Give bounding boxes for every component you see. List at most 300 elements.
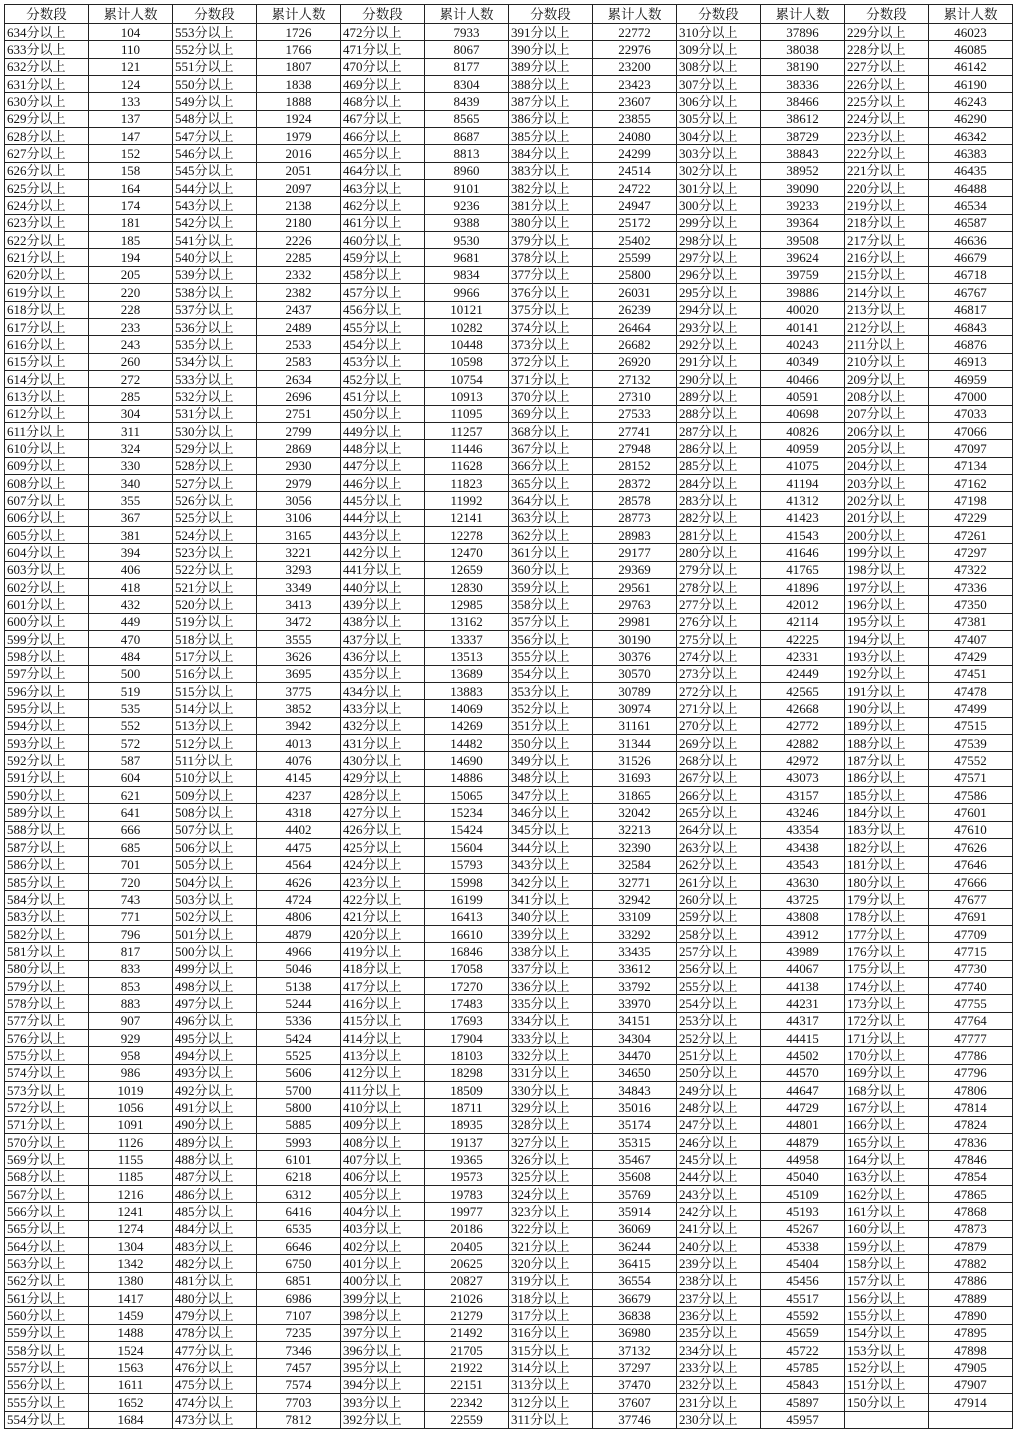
table-row (5, 1307, 1013, 1324)
score-range-cell: 353分以上 (509, 683, 593, 700)
header-cumulative-count: 累计人数 (425, 5, 509, 24)
score-range-cell: 389分以上 (509, 58, 593, 75)
score-range-cell: 574分以上 (5, 1064, 89, 1081)
cumulative-count-cell: 19977 (425, 1203, 509, 1220)
score-range-cell: 514分以上 (173, 700, 257, 717)
score-range-cell: 240分以上 (677, 1238, 761, 1255)
cumulative-count-cell: 34304 (593, 1029, 677, 1046)
score-range-cell: 160分以上 (845, 1220, 929, 1237)
score-range-cell: 338分以上 (509, 943, 593, 960)
score-range-cell: 333分以上 (509, 1029, 593, 1046)
score-range-cell: 162分以上 (845, 1186, 929, 1203)
score-range-cell: 445分以上 (341, 492, 425, 509)
score-range-cell: 466分以上 (341, 128, 425, 145)
table-row (5, 960, 1013, 977)
table-row (5, 336, 1013, 353)
score-range-cell: 388分以上 (509, 76, 593, 93)
score-range-cell: 630分以上 (5, 93, 89, 110)
cumulative-count-cell: 47000 (929, 388, 1013, 405)
score-range-cell: 177分以上 (845, 925, 929, 942)
cumulative-count-cell: 194 (89, 249, 173, 266)
cumulative-count-cell: 4145 (257, 769, 341, 786)
header-cumulative-count: 累计人数 (929, 5, 1013, 24)
table-row (5, 1342, 1013, 1359)
cumulative-count-cell: 38952 (761, 162, 845, 179)
table-row (5, 1203, 1013, 1220)
cumulative-count-cell: 43073 (761, 769, 845, 786)
cumulative-count-cell: 38190 (761, 58, 845, 75)
cumulative-count-cell: 46383 (929, 145, 1013, 162)
score-range-cell: 248分以上 (677, 1099, 761, 1116)
table-row (5, 1255, 1013, 1272)
score-range-cell: 484分以上 (173, 1220, 257, 1237)
cumulative-count-cell: 46342 (929, 128, 1013, 145)
cumulative-count-cell: 46290 (929, 110, 1013, 127)
cumulative-count-cell: 572 (89, 735, 173, 752)
cumulative-count-cell: 26031 (593, 284, 677, 301)
score-range-cell: 625分以上 (5, 180, 89, 197)
table-row (5, 422, 1013, 439)
cumulative-count-cell: 12985 (425, 596, 509, 613)
score-range-cell: 181分以上 (845, 856, 929, 873)
cumulative-count-cell: 47677 (929, 891, 1013, 908)
cumulative-count-cell: 1185 (89, 1168, 173, 1185)
cumulative-count-cell: 2437 (257, 301, 341, 318)
score-range-cell: 598分以上 (5, 648, 89, 665)
cumulative-count-cell: 2138 (257, 197, 341, 214)
score-range-cell: 159分以上 (845, 1238, 929, 1255)
score-range-cell: 441分以上 (341, 561, 425, 578)
cumulative-count-cell: 28152 (593, 457, 677, 474)
cumulative-count-cell: 30190 (593, 631, 677, 648)
score-range-cell: 256分以上 (677, 960, 761, 977)
cumulative-count-cell: 17058 (425, 960, 509, 977)
cumulative-count-cell: 43912 (761, 925, 845, 942)
score-range-cell: 483分以上 (173, 1238, 257, 1255)
cumulative-count-cell: 45722 (761, 1342, 845, 1359)
cumulative-count-cell: 17270 (425, 977, 509, 994)
score-range-cell: 543分以上 (173, 197, 257, 214)
cumulative-count-cell: 35914 (593, 1203, 677, 1220)
score-range-cell: 312分以上 (509, 1394, 593, 1411)
score-range-cell: 540分以上 (173, 249, 257, 266)
cumulative-count-cell: 1726 (257, 24, 341, 41)
table-row (5, 1064, 1013, 1081)
score-range-cell: 185分以上 (845, 787, 929, 804)
table-row (5, 856, 1013, 873)
cumulative-count-cell: 2634 (257, 370, 341, 387)
cumulative-count-cell: 12141 (425, 509, 509, 526)
score-range-cell: 407分以上 (341, 1151, 425, 1168)
score-range-cell: 165分以上 (845, 1134, 929, 1151)
score-range-cell: 262分以上 (677, 856, 761, 873)
score-range-cell: 371分以上 (509, 370, 593, 387)
score-range-cell: 409分以上 (341, 1116, 425, 1133)
cumulative-count-cell: 37297 (593, 1359, 677, 1376)
score-range-cell: 309分以上 (677, 41, 761, 58)
cumulative-count-cell: 21492 (425, 1324, 509, 1341)
score-range-cell: 213分以上 (845, 301, 929, 318)
cumulative-count-cell: 26464 (593, 318, 677, 335)
score-range-cell: 255分以上 (677, 977, 761, 994)
cumulative-count-cell: 47586 (929, 787, 1013, 804)
table-row (5, 457, 1013, 474)
score-range-cell: 249分以上 (677, 1081, 761, 1098)
cumulative-count-cell: 37896 (761, 24, 845, 41)
score-range-cell: 509分以上 (173, 787, 257, 804)
score-range-cell: 323分以上 (509, 1203, 593, 1220)
cumulative-count-cell: 29561 (593, 579, 677, 596)
score-range-cell: 289分以上 (677, 388, 761, 405)
cumulative-count-cell: 23607 (593, 93, 677, 110)
score-range-cell: 568分以上 (5, 1168, 89, 1185)
cumulative-count-cell: 3413 (257, 596, 341, 613)
score-range-cell: 599分以上 (5, 631, 89, 648)
score-range-cell: 242分以上 (677, 1203, 761, 1220)
cumulative-count-cell: 19365 (425, 1151, 509, 1168)
score-range-cell: 618分以上 (5, 301, 89, 318)
cumulative-count-cell: 817 (89, 943, 173, 960)
score-range-cell: 199分以上 (845, 544, 929, 561)
cumulative-count-cell: 1924 (257, 110, 341, 127)
score-range-cell: 595分以上 (5, 700, 89, 717)
cumulative-count-cell: 47478 (929, 683, 1013, 700)
cumulative-count-cell: 21922 (425, 1359, 509, 1376)
cumulative-count-cell: 47764 (929, 1012, 1013, 1029)
table-row (5, 544, 1013, 561)
cumulative-count-cell: 45404 (761, 1255, 845, 1272)
score-range-cell: 254分以上 (677, 995, 761, 1012)
score-range-cell: 152分以上 (845, 1359, 929, 1376)
cumulative-count-cell: 5424 (257, 1029, 341, 1046)
cumulative-count-cell: 1304 (89, 1238, 173, 1255)
header-score-range: 分数段 (845, 5, 929, 24)
cumulative-count-cell: 40959 (761, 440, 845, 457)
cumulative-count-cell: 40020 (761, 301, 845, 318)
cumulative-count-cell: 47709 (929, 925, 1013, 942)
cumulative-count-cell: 15234 (425, 804, 509, 821)
score-range-cell: 615分以上 (5, 353, 89, 370)
score-range-cell: 234分以上 (677, 1342, 761, 1359)
cumulative-count-cell: 8067 (425, 41, 509, 58)
score-range-cell: 186分以上 (845, 769, 929, 786)
score-range-cell: 258分以上 (677, 925, 761, 942)
cumulative-count-cell: 39508 (761, 232, 845, 249)
score-range-cell: 617分以上 (5, 318, 89, 335)
table-body (5, 24, 1013, 1429)
score-range-cell: 261分以上 (677, 873, 761, 890)
score-range-cell: 502分以上 (173, 908, 257, 925)
cumulative-count-cell: 47898 (929, 1342, 1013, 1359)
cumulative-count-cell: 2382 (257, 284, 341, 301)
score-range-cell: 398分以上 (341, 1307, 425, 1324)
cumulative-count-cell: 5138 (257, 977, 341, 994)
score-range-cell: 416分以上 (341, 995, 425, 1012)
score-range-cell: 447分以上 (341, 457, 425, 474)
score-range-cell: 537分以上 (173, 301, 257, 318)
score-range-cell: 310分以上 (677, 24, 761, 41)
score-range-cell: 515分以上 (173, 683, 257, 700)
cumulative-count-cell: 34470 (593, 1047, 677, 1064)
cumulative-count-cell: 37607 (593, 1394, 677, 1411)
score-range-cell: 382分以上 (509, 180, 593, 197)
table-row (5, 1411, 1013, 1428)
cumulative-count-cell: 22559 (425, 1411, 509, 1428)
score-range-cell: 192分以上 (845, 665, 929, 682)
score-range-cell: 565分以上 (5, 1220, 89, 1237)
cumulative-count-cell: 42882 (761, 735, 845, 752)
cumulative-count-cell: 23423 (593, 76, 677, 93)
score-range-cell: 619分以上 (5, 284, 89, 301)
score-range-cell: 477分以上 (173, 1342, 257, 1359)
score-range-cell: 548分以上 (173, 110, 257, 127)
cumulative-count-cell: 47350 (929, 596, 1013, 613)
cumulative-count-cell: 121 (89, 58, 173, 75)
cumulative-count-cell: 31865 (593, 787, 677, 804)
score-range-cell: 440分以上 (341, 579, 425, 596)
score-range-cell: 176分以上 (845, 943, 929, 960)
cumulative-count-cell: 28372 (593, 474, 677, 491)
score-range-cell: 302分以上 (677, 162, 761, 179)
cumulative-count-cell: 26239 (593, 301, 677, 318)
cumulative-count-cell: 46843 (929, 318, 1013, 335)
cumulative-count-cell: 3349 (257, 579, 341, 596)
cumulative-count-cell: 47097 (929, 440, 1013, 457)
cumulative-count-cell: 46767 (929, 284, 1013, 301)
score-range-cell: 578分以上 (5, 995, 89, 1012)
cumulative-count-cell: 44231 (761, 995, 845, 1012)
score-range-cell: 304分以上 (677, 128, 761, 145)
score-range-cell: 209分以上 (845, 370, 929, 387)
cumulative-count-cell: 25599 (593, 249, 677, 266)
score-range-cell: 446分以上 (341, 474, 425, 491)
cumulative-count-cell: 2097 (257, 180, 341, 197)
cumulative-count-cell: 243 (89, 336, 173, 353)
table-row (5, 1029, 1013, 1046)
score-range-cell: 465分以上 (341, 145, 425, 162)
cumulative-count-cell: 44958 (761, 1151, 845, 1168)
score-range-cell: 455分以上 (341, 318, 425, 335)
score-range-cell: 320分以上 (509, 1255, 593, 1272)
cumulative-count-cell: 43354 (761, 821, 845, 838)
score-range-cell: 330分以上 (509, 1081, 593, 1098)
cumulative-count-cell: 31161 (593, 717, 677, 734)
score-range-cell: 577分以上 (5, 1012, 89, 1029)
cumulative-count-cell: 12470 (425, 544, 509, 561)
table-row (5, 370, 1013, 387)
score-range-cell: 602分以上 (5, 579, 89, 596)
cumulative-count-cell: 3106 (257, 509, 341, 526)
cumulative-count-cell: 5885 (257, 1116, 341, 1133)
cumulative-count-cell: 604 (89, 769, 173, 786)
cumulative-count-cell: 46959 (929, 370, 1013, 387)
score-range-cell: 500分以上 (173, 943, 257, 960)
score-range-cell: 279分以上 (677, 561, 761, 578)
score-range-cell: 628分以上 (5, 128, 89, 145)
score-range-cell: 385分以上 (509, 128, 593, 145)
score-range-cell: 365分以上 (509, 474, 593, 491)
table-row (5, 128, 1013, 145)
score-range-cell: 163分以上 (845, 1168, 929, 1185)
score-range-cell: 275分以上 (677, 631, 761, 648)
cumulative-count-cell: 45193 (761, 1203, 845, 1220)
cumulative-count-cell: 4806 (257, 908, 341, 925)
cumulative-count-cell: 16846 (425, 943, 509, 960)
cumulative-count-cell: 2979 (257, 474, 341, 491)
table-row (5, 266, 1013, 283)
cumulative-count-cell: 19783 (425, 1186, 509, 1203)
score-range-cell: 394分以上 (341, 1376, 425, 1393)
cumulative-count-cell: 470 (89, 631, 173, 648)
cumulative-count-cell: 4402 (257, 821, 341, 838)
score-range-cell: 169分以上 (845, 1064, 929, 1081)
cumulative-count-cell: 986 (89, 1064, 173, 1081)
score-range-cell: 215分以上 (845, 266, 929, 283)
score-range-cell: 402分以上 (341, 1238, 425, 1255)
score-range-cell: 505分以上 (173, 856, 257, 873)
score-range-cell: 314分以上 (509, 1359, 593, 1376)
cumulative-count-cell: 32584 (593, 856, 677, 873)
score-range-cell: 305分以上 (677, 110, 761, 127)
cumulative-count-cell: 33792 (593, 977, 677, 994)
cumulative-count-cell: 20625 (425, 1255, 509, 1272)
cumulative-count-cell: 47824 (929, 1116, 1013, 1133)
cumulative-count-cell: 44801 (761, 1116, 845, 1133)
score-range-cell: 238分以上 (677, 1272, 761, 1289)
cumulative-count-cell: 10913 (425, 388, 509, 405)
table-row (5, 925, 1013, 942)
cumulative-count-cell: 355 (89, 492, 173, 509)
score-range-cell: 526分以上 (173, 492, 257, 509)
score-range-cell: 220分以上 (845, 180, 929, 197)
cumulative-count-cell: 47907 (929, 1376, 1013, 1393)
score-range-cell: 453分以上 (341, 353, 425, 370)
cumulative-count-cell: 621 (89, 787, 173, 804)
score-range-cell: 570分以上 (5, 1134, 89, 1151)
cumulative-count-cell: 47261 (929, 526, 1013, 543)
cumulative-count-cell: 28773 (593, 509, 677, 526)
score-range-cell: 623分以上 (5, 214, 89, 231)
score-range-cell: 583分以上 (5, 908, 89, 925)
cumulative-count-cell: 4724 (257, 891, 341, 908)
cumulative-count-cell: 883 (89, 995, 173, 1012)
cumulative-count-cell: 11257 (425, 422, 509, 439)
cumulative-count-cell: 45456 (761, 1272, 845, 1289)
score-range-cell: 319分以上 (509, 1272, 593, 1289)
cumulative-count-cell: 47539 (929, 735, 1013, 752)
cumulative-count-cell: 3056 (257, 492, 341, 509)
cumulative-count-cell: 33612 (593, 960, 677, 977)
score-range-cell: 383分以上 (509, 162, 593, 179)
score-range-cell: 470分以上 (341, 58, 425, 75)
score-range-cell: 534分以上 (173, 353, 257, 370)
score-range-cell: 244分以上 (677, 1168, 761, 1185)
cumulative-count-cell: 6851 (257, 1272, 341, 1289)
cumulative-count-cell: 340 (89, 474, 173, 491)
score-range-cell: 497分以上 (173, 995, 257, 1012)
cumulative-count-cell: 4966 (257, 943, 341, 960)
cumulative-count-cell: 4237 (257, 787, 341, 804)
score-range-cell: 387分以上 (509, 93, 593, 110)
cumulative-count-cell: 1417 (89, 1290, 173, 1307)
score-range-cell: 461分以上 (341, 214, 425, 231)
cumulative-count-cell: 1274 (89, 1220, 173, 1237)
score-range-cell: 624分以上 (5, 197, 89, 214)
cumulative-count-cell: 39886 (761, 284, 845, 301)
cumulative-count-cell: 8565 (425, 110, 509, 127)
cumulative-count-cell: 47336 (929, 579, 1013, 596)
score-range-cell: 538分以上 (173, 284, 257, 301)
table-row (5, 1238, 1013, 1255)
score-range-cell: 274分以上 (677, 648, 761, 665)
score-range-cell: 527分以上 (173, 474, 257, 491)
cumulative-count-cell: 22151 (425, 1376, 509, 1393)
score-range-cell: 554分以上 (5, 1411, 89, 1428)
score-range-cell: 253分以上 (677, 1012, 761, 1029)
cumulative-count-cell: 124 (89, 76, 173, 93)
cumulative-count-cell: 4318 (257, 804, 341, 821)
score-range-cell: 290分以上 (677, 370, 761, 387)
score-range-cell: 268分以上 (677, 752, 761, 769)
score-range-cell: 422分以上 (341, 891, 425, 908)
cumulative-count-cell: 16610 (425, 925, 509, 942)
score-range-cell: 355分以上 (509, 648, 593, 665)
cumulative-count-cell: 43543 (761, 856, 845, 873)
score-range-cell: 479分以上 (173, 1307, 257, 1324)
score-range-cell: 321分以上 (509, 1238, 593, 1255)
score-range-cell: 632分以上 (5, 58, 89, 75)
cumulative-count-cell: 20186 (425, 1220, 509, 1237)
score-range-cell: 592分以上 (5, 752, 89, 769)
score-range-cell: 410分以上 (341, 1099, 425, 1116)
cumulative-count-cell: 36069 (593, 1220, 677, 1237)
cumulative-count-cell: 45592 (761, 1307, 845, 1324)
cumulative-count-cell: 47407 (929, 631, 1013, 648)
score-range-cell: 427分以上 (341, 804, 425, 821)
cumulative-count-cell: 181 (89, 214, 173, 231)
header-cumulative-count: 累计人数 (761, 5, 845, 24)
cumulative-count-cell: 47429 (929, 648, 1013, 665)
cumulative-count-cell: 46913 (929, 353, 1013, 370)
score-range-cell: 511分以上 (173, 752, 257, 769)
score-range-cell: 553分以上 (173, 24, 257, 41)
score-range-cell: 411分以上 (341, 1081, 425, 1098)
cumulative-count-cell: 449 (89, 613, 173, 630)
cumulative-count-cell: 11095 (425, 405, 509, 422)
table-row (5, 769, 1013, 786)
table-row (5, 180, 1013, 197)
score-range-cell: 363分以上 (509, 509, 593, 526)
cumulative-count-cell: 14482 (425, 735, 509, 752)
cumulative-count-cell: 304 (89, 405, 173, 422)
score-range-cell: 357分以上 (509, 613, 593, 630)
score-range-cell: 317分以上 (509, 1307, 593, 1324)
score-range-cell: 608分以上 (5, 474, 89, 491)
score-range-cell: 224分以上 (845, 110, 929, 127)
table-row (5, 717, 1013, 734)
score-range-cell: 341分以上 (509, 891, 593, 908)
score-range-cell: 508分以上 (173, 804, 257, 821)
score-range-cell: 335分以上 (509, 995, 593, 1012)
score-range-cell: 539分以上 (173, 266, 257, 283)
score-range-cell: 158分以上 (845, 1255, 929, 1272)
cumulative-count-cell: 47515 (929, 717, 1013, 734)
cumulative-count-cell: 44570 (761, 1064, 845, 1081)
cumulative-count-cell: 5525 (257, 1047, 341, 1064)
score-range-cell: 239分以上 (677, 1255, 761, 1272)
score-range-cell: 324分以上 (509, 1186, 593, 1203)
cumulative-count-cell: 272 (89, 370, 173, 387)
